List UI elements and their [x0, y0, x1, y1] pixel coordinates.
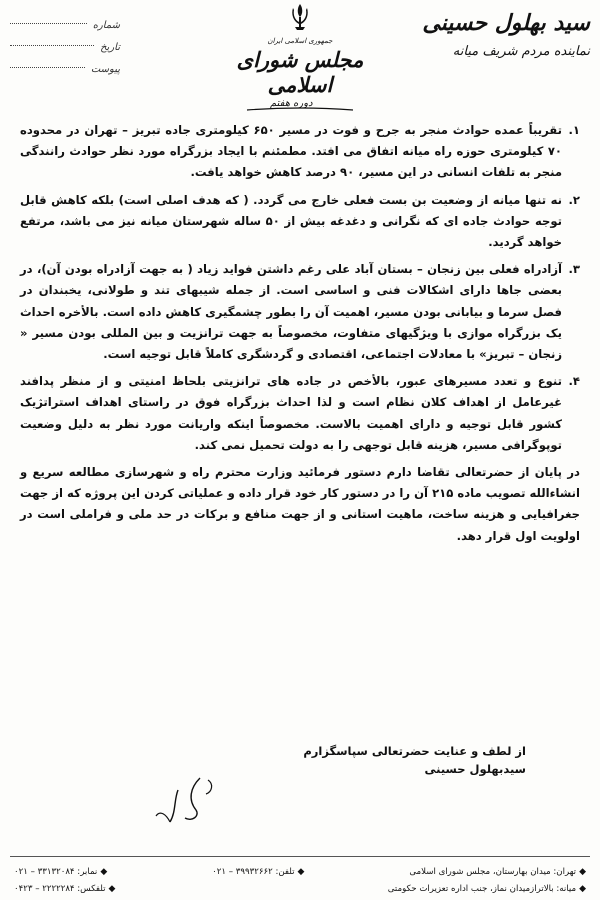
item-text: تنوع و تعدد مسیرهای عبور، بالأخص در جاده های ترانزیتی بلحاظ امنیتی و از منظر پدافند غیرعامل از اهداف کلان نظام است و لذا احداث بزرگراه فوق در راستای اهداف استراتژیک کشور قابل توجیه و دارای اهمیت بالاست. مخصوصاً اینکه واریانت مورد نظر به دلیل وضعیت توپوگرافی مسیر، هزینه قابل توجهی را به دولت تحمیل نمی کند. [20, 374, 562, 452]
closing-block [303, 744, 526, 776]
representative-block [400, 10, 590, 59]
mianeh-fax: تلفکس: ۲۲۲۲۲۸۴ – ۰۴۲۳ [14, 884, 106, 894]
footer-row-tehran [14, 864, 586, 881]
list-item [20, 120, 580, 184]
list-item [20, 259, 580, 365]
attachment-row [10, 58, 120, 80]
bullet-icon: ◆ [579, 867, 586, 877]
item-text: آزادراه فعلی بین زنجان – بستان آباد علی رغم داشتن فواید زیاد ( به جهت آزادراه بودن آن)، در بعضی جاها دارای اشکالات فنی و اساسی است. از جمله شیبهای تند و طولانی، یخبندان در فصل سرما و بیابانی بودن مسیر، اهمیت آن را بطور چشمگیری کاهش داده است. بالأخره احداث یک بزرگراه موازی با ویژگیهای متفاوت، مخصوصاً به جهت ترانزیت و بین المللی بودن مسیر « زنجان – تبریز» با معادلات اجتماعی، اقتصادی و گردشگری کاملاً قابل توجیه است. [20, 262, 562, 362]
attachment-line [10, 66, 85, 68]
item-text: تقریباً عمده حوادث منجر به جرح و فوت در مسیر ۶۵۰ کیلومتری جاده تبریز – تهران در محدوده ۷۰ کیلومتری حوزه راه میانه اتفاق می افتد. مطمئنم با ایجاد بزرگراه مورد نظر حوادث رانندگی منجر به تلفات انسانی در این مسیر، ۹۰ درصد کاهش خواهد یافت. [20, 123, 562, 180]
number-row [10, 14, 120, 36]
letter-footer [14, 864, 586, 898]
tehran-phone: تلفن: ۳۹۹۳۲۶۶۲ – ۰۲۱ [212, 867, 295, 877]
footer-row-mianeh [14, 881, 586, 898]
date-label: تاریخ [100, 41, 120, 53]
republic-text: جمهوری اسلامی ایران [267, 37, 333, 45]
item-number: ۲. [568, 192, 580, 207]
term-label: دوره هفتم [270, 98, 313, 109]
iran-emblem-icon [288, 2, 312, 32]
list-item [20, 190, 580, 254]
tehran-fax: نمابر: ۳۳۱۳۲۰۸۴ – ۰۲۱ [14, 867, 98, 877]
tehran-address: تهران: میدان بهارستان، مجلس شورای اسلامی [409, 867, 577, 877]
thanks-line: از لطف و عنایت حضرتعالی سپاسگزارم [303, 744, 526, 758]
number-line [10, 22, 87, 24]
handwritten-signature [130, 770, 240, 830]
footer-divider [10, 856, 590, 857]
bullet-icon: ◆ [579, 884, 586, 894]
attachment-label: پیوست [90, 63, 120, 75]
letter-body [20, 120, 580, 547]
representative-name: سید بهلول حسینی [422, 10, 590, 36]
date-row [10, 36, 120, 58]
mianeh-address: میانه: بالاترازمیدان نماز، جنب اداره تعزیرات حکومتی [387, 884, 577, 894]
reference-block [10, 6, 120, 80]
number-label: شماره [92, 19, 120, 31]
date-line [10, 44, 94, 46]
closing-paragraph: در پایان از حضرتعالی تقاضا دارم دستور فرمائید وزارت محترم راه و شهرسازی مطالعه سریع و انشاءالله تصویب ماده ۲۱۵ آن را در دستور کار خود قرار داده و عملیاتی کردن این پروژه که از جهت جغرافیایی و هزینه ساخت، ماهیت استانی و از جهت منافع و برکات در حد ملی و فراملی است در اولویت اول قرار دهد. [20, 465, 580, 543]
item-number: ۳. [568, 262, 580, 277]
representative-title: نماینده مردم شریف میانه [452, 44, 590, 59]
item-text: نه تنها میانه از وضعیت بن بست فعلی خارج می گردد. ( که هدف اصلی است) بلکه کاهش قابل توجه حوادث جاده ای که نگرانی و دغدغه بیش از ۵۰ ساله شهرستان میانه نیز می باشد، مرتفع خواهد گردید. [20, 192, 562, 250]
signer-name: سیدبهلول حسینی [424, 762, 526, 776]
item-number: ۱. [568, 123, 580, 137]
majlis-title: مجلس شورای اسلامی [236, 47, 364, 97]
list-item [20, 371, 580, 456]
bullet-icon: ◆ [297, 867, 305, 877]
item-number: ۴. [568, 374, 580, 389]
bullet-icon: ◆ [100, 867, 108, 877]
bullet-icon: ◆ [108, 884, 116, 894]
